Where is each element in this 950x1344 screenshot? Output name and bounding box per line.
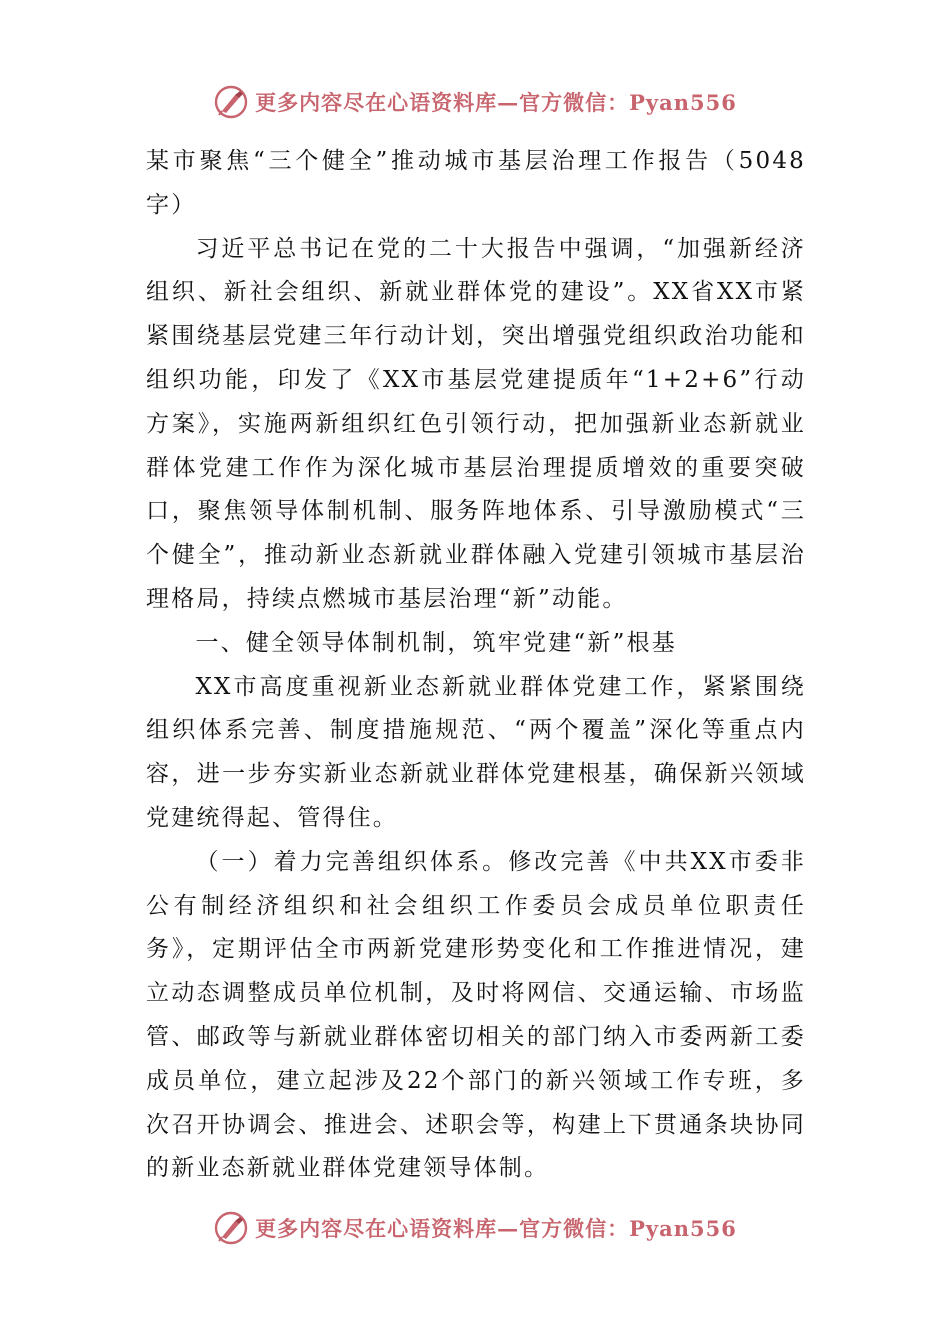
- paragraph-subsection-1: （一）着力完善组织体系。修改完善《中共XX市委非公有制经济组织和社会组织工作委员会成员单位职责任务》，定期评估全市两新党建形势变化和工作推进情况，建立动态调整成员单位机制，及时将网信、交通运输、市场监管、邮政等与新就业群体密切相关的部门纳入市委两新工委成员单位，建立起涉及22个部门的新兴领域工作专班，多次召开协调会、推进会、述职会等，构建上下贯通条块协同的新业态新就业群体党建领导体制。: [146, 848, 806, 1182]
- paragraph-intro: 习近平总书记在党的二十大报告中强调，“加强新经济组织、新社会组织、新就业群体党的建设”。XX省XX市紧紧围绕基层党建三年行动计划，突出增强党组织政治功能和组织功能，印发了《XX市基层党建提质年“1+2+6”行动方案》，实施两新组织红色引领行动，把加强新业态新就业群体党建工作作为深化城市基层治理提质增效的重要突破口，聚焦领导体制机制、服务阵地体系、引导激励模式“三个健全”，推动新业态新就业群体融入党建引领城市基层治理格局，持续点燃城市基层治理“新”动能。: [146, 235, 806, 612]
- paragraph-section-1: XX市高度重视新业态新就业群体党建工作，紧紧围绕组织体系完善、制度措施规范、“两个覆盖”深化等重点内容，进一步夯实新业态新就业群体党建根基，确保新兴领域党建统得起、管得住。: [146, 673, 806, 831]
- watermark-footer: [0, 1210, 950, 1246]
- document-title: 某市聚焦“三个健全”推动城市基层治理工作报告（5048字）: [146, 148, 806, 218]
- watermark-text: 更多内容尽在心语资料库—官方微信：Pyan556: [255, 1216, 737, 1241]
- document-body: [146, 140, 806, 1191]
- pen-nib-circle-icon: [213, 1210, 249, 1246]
- watermark-header: [0, 84, 950, 120]
- watermark-text: 更多内容尽在心语资料库—官方微信：Pyan556: [255, 90, 737, 115]
- pen-nib-circle-icon: [213, 84, 249, 120]
- section-heading-1: 一、健全领导体制机制，筑牢党建“新”根基: [195, 629, 677, 656]
